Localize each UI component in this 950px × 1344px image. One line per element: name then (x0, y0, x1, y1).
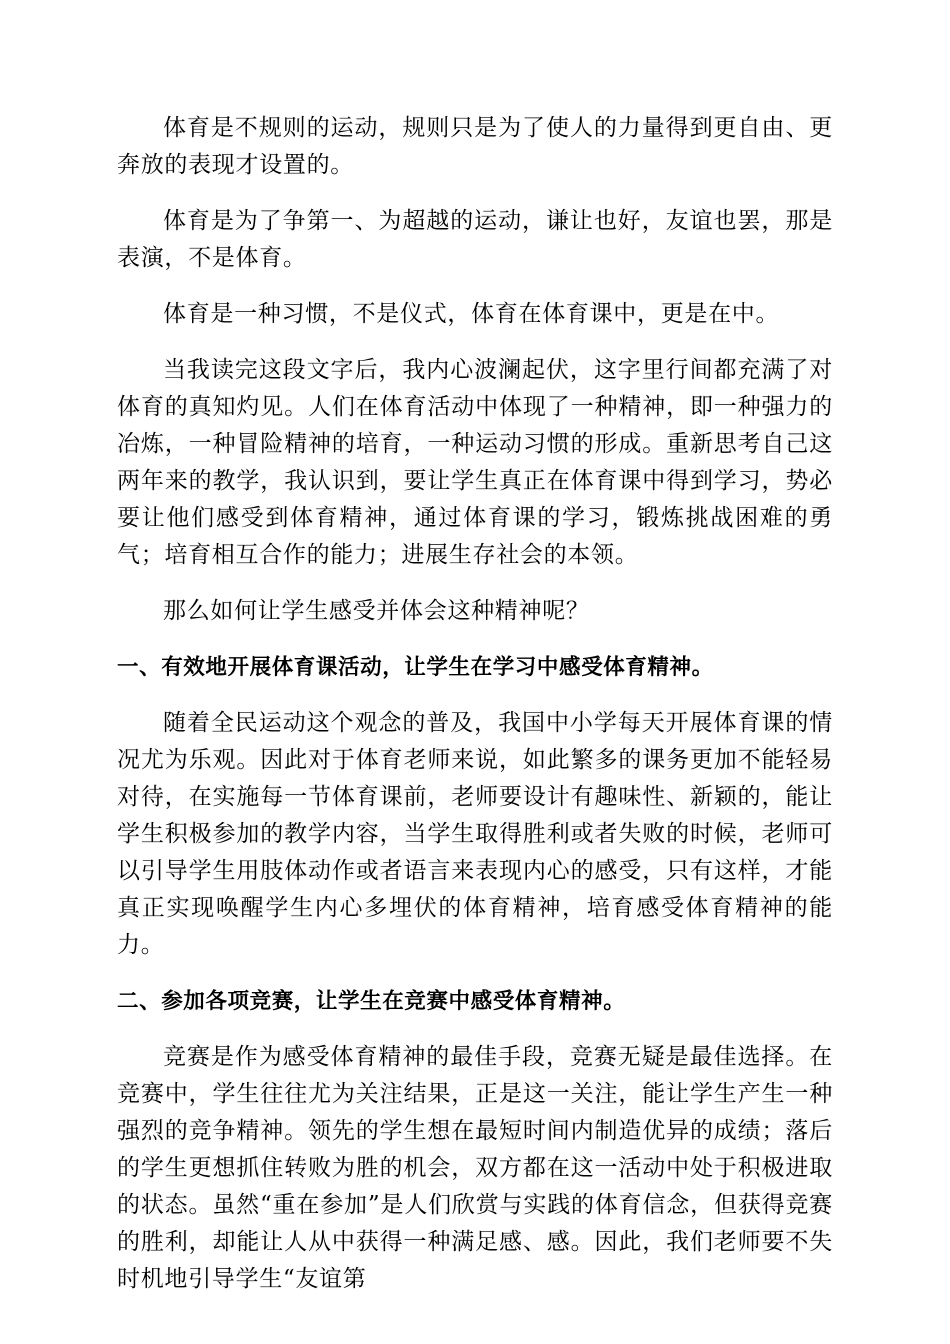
paragraph-2: 体育是为了争第一、为超越的运动，谦让也好，友谊也罢，那是表演，不是体育。 (117, 208, 833, 271)
paragraph-1: 体育是不规则的运动，规则只是为了使人的力量得到更自由、更奔放的表现才设置的。 (117, 115, 833, 178)
section-1-paragraph: 随着全民运动这个观念的普及，我国中小学每天开展体育课的情况尤为乐观。因此对于体育老师来说，如此繁多的课务更加不能轻易对待，在实施每一节体育课前，老师要设计有趣味性、新颖的，能让学生积极参加的教学内容，当学生取得胜利或者失败的时候，老师可以引导学生用肢体动作或者语言来表现内心的感受，只有这样，才能真正实现唤醒学生内心多埋伏的体育精神，培育感受体育精神的能力。 (117, 710, 833, 958)
paragraph-5: 那么如何让学生感受并体会这种精神呢？ (163, 598, 590, 624)
document-body (117, 110, 833, 1317)
section-2-paragraph: 竞赛是作为感受体育精神的最佳手段，竞赛无疑是最佳选择。在竞赛中，学生往往尤为关注结果，正是这一关注，能让学生产生一种强烈的竞争精神。领先的学生想在最短时间内制造优异的成绩；落后的学生更想抓住转败为胜的机会，双方都在这一活动中处于积极进取的状态。虽然“重在参加”是人们欣赏与实践的体育信念，但获得竞赛的胜利，却能让人从中获得一种满足感、感。因此，我们老师要不失时机地引导学生“友谊第 (117, 1044, 833, 1292)
section-2-heading: 二、参加各项竞赛，让学生在竞赛中感受体育精神。 (117, 989, 626, 1014)
section-1-heading: 一、有效地开展体育课活动，让学生在学习中感受体育精神。 (117, 655, 714, 680)
paragraph-3: 体育是一种习惯，不是仪式，体育在体育课中，更是在中。 (163, 301, 780, 327)
paragraph-4: 当我读完这段文字后，我内心波澜起伏，这字里行间都充满了对体育的真知灼见。人们在体育活动中体现了一种精神，即一种强力的冶炼，一种冒险精神的培育，一种运动习惯的形成。重新思考自己这两年来的教学，我认识到，要让学生真正在体育课中得到学习，势必要让他们感受到体育精神，通过体育课的学习，锻炼挑战困难的勇气；培育相互合作的能力；进展生存社会的本领。 (117, 357, 833, 568)
